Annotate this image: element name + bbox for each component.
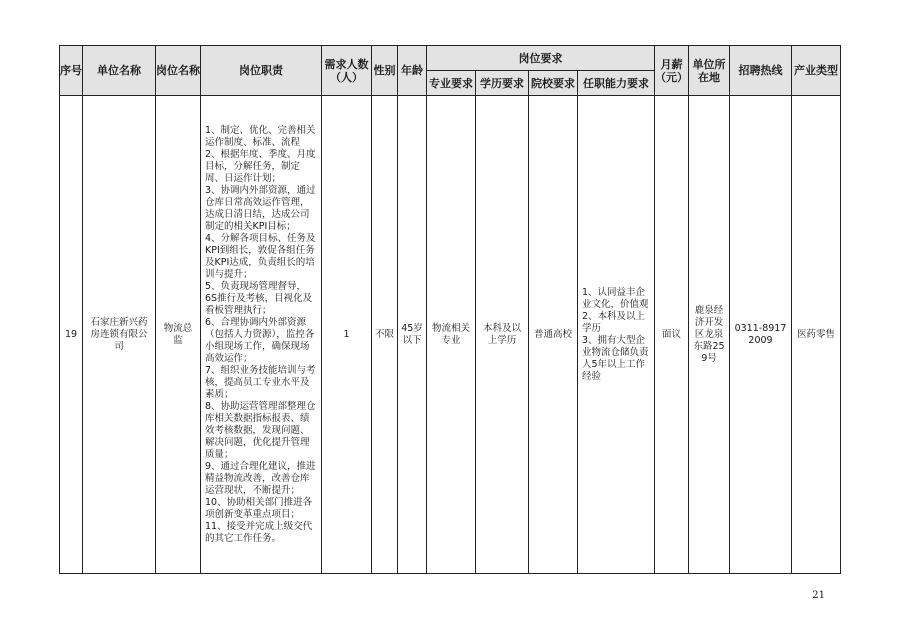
cell-ability — [578, 96, 655, 574]
cell-duties — [201, 96, 322, 574]
cell-salary: 面议 — [655, 96, 689, 574]
header-major: 专业要求 — [427, 71, 476, 96]
page-number: 21 — [812, 590, 825, 601]
header-hotline: 招聘热线 — [730, 46, 792, 96]
duty-item: 11、接受并完成上级交代的其它工作任务。 — [205, 520, 313, 544]
duty-item: 1、制定、优化、完善相关运作制度、标准、流程 — [205, 124, 316, 148]
duty-item: 5、负责现场管理督导，6S推行及考核，目视化及看板管理执行； — [205, 280, 313, 316]
duty-item: 8、协助运营管理部整理仓库相关数据指标报表、绩效考核数据，发现问题、解决问题，优化提升管理质量； — [205, 400, 316, 460]
header-gender: 性别 — [372, 46, 398, 96]
cell-position-name: 物流总监 — [156, 96, 201, 574]
duty-item: 9、通过合理化建议，推进精益物流改善，改善仓库运营现状，不断提升； — [205, 460, 316, 496]
cell-major: 物流相关专业 — [427, 96, 476, 574]
recruitment-table — [59, 45, 841, 574]
cell-location: 鹿泉经济开发区龙泉东路259号 — [689, 96, 730, 574]
header-unit-name: 单位名称 — [83, 46, 156, 96]
duty-item: 10、协助相关部门推进各项创新变革重点项目； — [205, 496, 313, 520]
header-location: 单位所在地 — [689, 46, 730, 96]
cell-school: 普通高校 — [529, 96, 578, 574]
header-industry: 产业类型 — [792, 46, 841, 96]
ability-item: 1、认同益丰企业文化，价值观 — [582, 286, 649, 310]
cell-seq: 19 — [60, 96, 83, 574]
ability-item: 2、本科及以上学历 — [582, 310, 646, 334]
duty-item: 6、合理协调内外部资源（包括人力资源），监控各小组现场工作，确保现场高效运作； — [205, 316, 315, 364]
duty-item: 7、组织业务技能培训与考核，提高员工专业水平及素质； — [205, 364, 316, 400]
cell-gender: 不限 — [372, 96, 398, 574]
header-position-name: 岗位名称 — [156, 46, 201, 96]
table-row — [60, 96, 841, 574]
cell-hotline: 0311-89172009 — [730, 96, 792, 574]
header-seq: 序号 — [60, 46, 83, 96]
duty-item: 4、分解各项目标、任务及KPI到组长，敦促各组任务及KPI达成，负责组长的培训与提升； — [205, 232, 316, 280]
header-requirements-group: 岗位要求 — [427, 46, 655, 71]
header-age: 年龄 — [398, 46, 427, 96]
cell-unit-name: 石家庄新兴药房连锁有限公司 — [83, 96, 156, 574]
cell-education: 本科及以上学历 — [476, 96, 529, 574]
header-education: 学历要求 — [476, 71, 529, 96]
header-salary: 月薪（元） — [655, 46, 689, 96]
header-school: 院校要求 — [529, 71, 578, 96]
header-demand: 需求人数（人） — [322, 46, 372, 96]
header-ability: 任职能力要求 — [578, 71, 655, 96]
header-duties: 岗位职责 — [201, 46, 322, 96]
duty-item: 2、根据年度、季度、月度目标，分解任务，制定周、日运作计划； — [205, 148, 316, 184]
cell-demand: 1 — [322, 96, 372, 574]
duty-item: 3、协调内外部资源，通过仓库日常高效运作管理，达成日清日结，达成公司制定的相关KPI目标； — [205, 184, 316, 232]
cell-age: 45岁以下 — [398, 96, 427, 574]
cell-industry: 医药零售 — [792, 96, 841, 574]
ability-item: 3、拥有大型企业物流仓储负责人5年以上工作经验 — [582, 334, 649, 382]
